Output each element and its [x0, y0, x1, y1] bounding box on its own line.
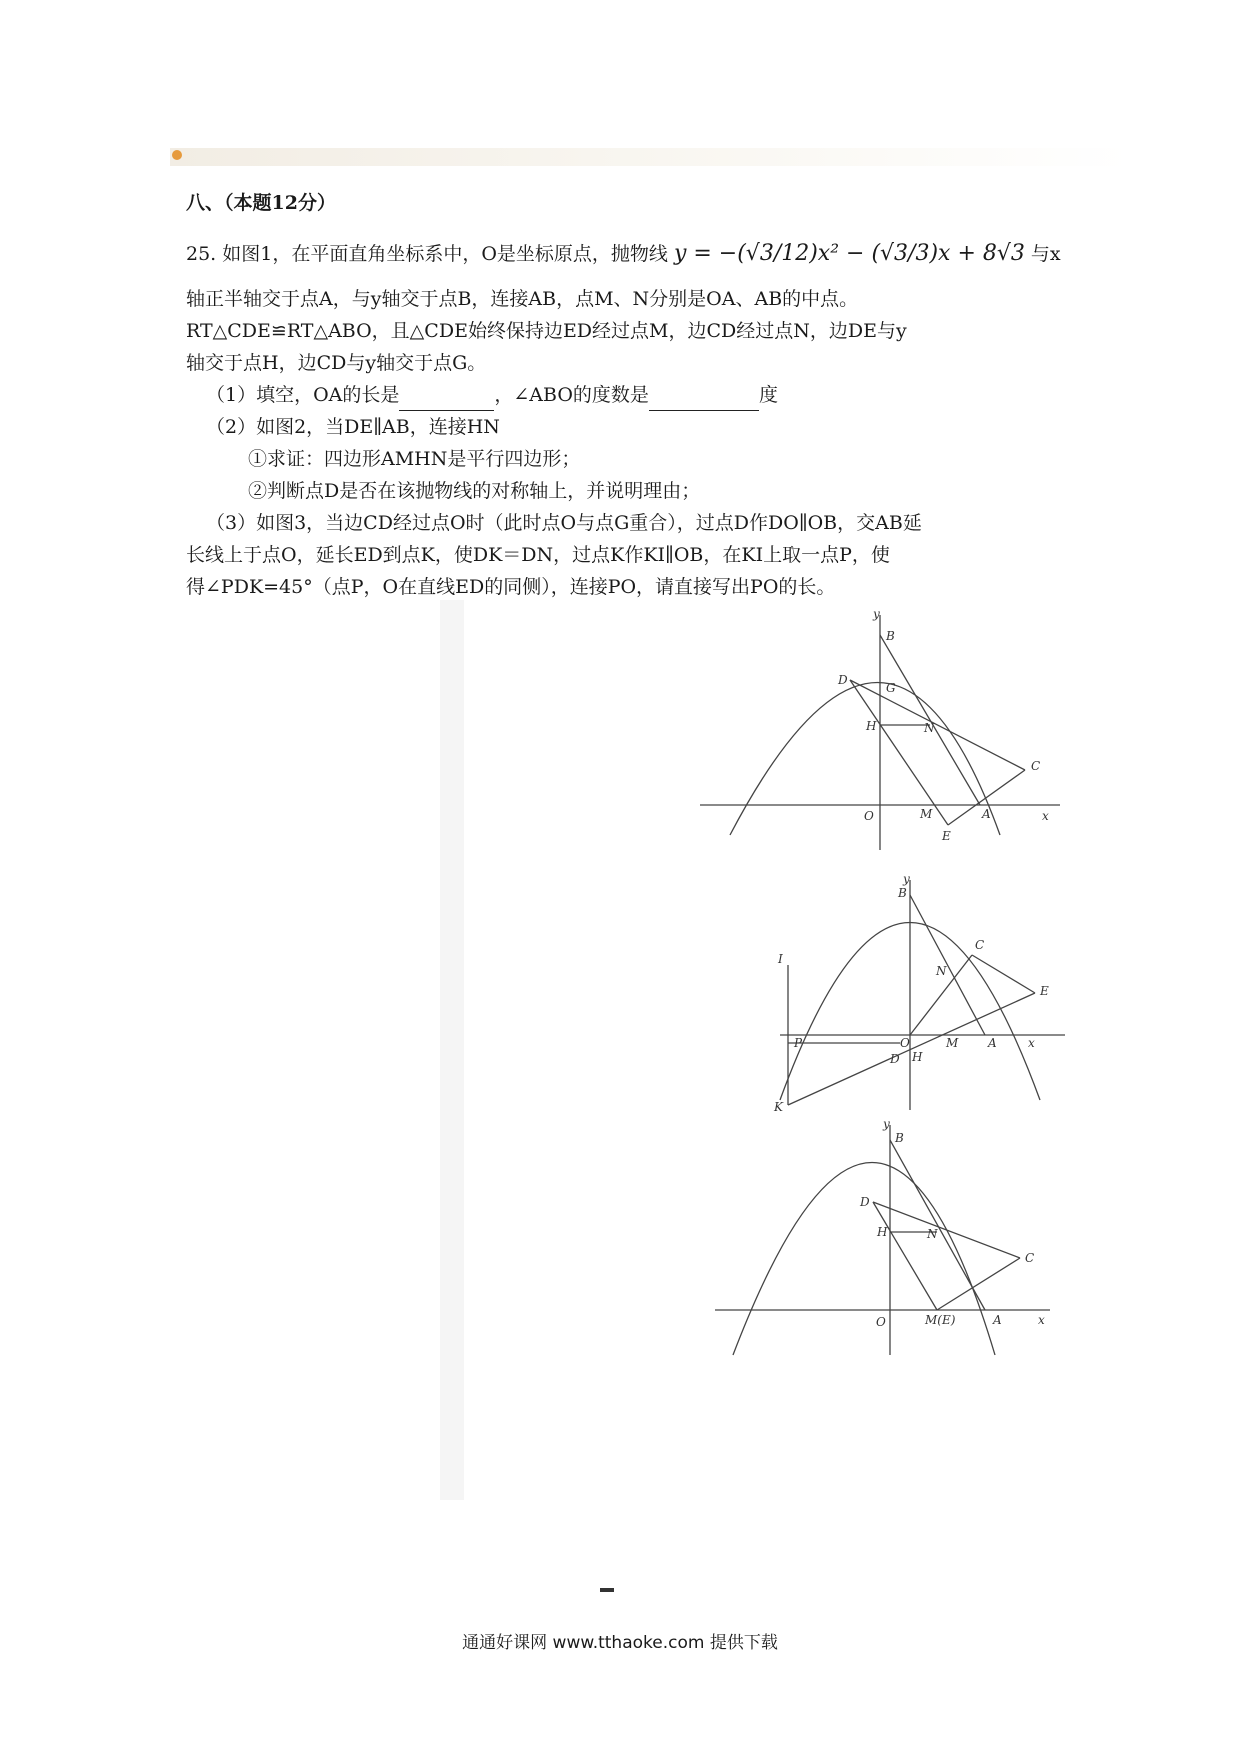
- answer-blank-angle[interactable]: [649, 390, 759, 411]
- label-k: K: [774, 1100, 783, 1114]
- segment-ab: [890, 1140, 985, 1310]
- label-h: H: [866, 719, 877, 733]
- segment-dc: [873, 1202, 1020, 1258]
- figure-2: [760, 875, 1080, 1119]
- segment-ab: [880, 635, 980, 805]
- segment-de: [873, 1202, 937, 1310]
- label-b: B: [886, 629, 895, 643]
- label-h: H: [912, 1050, 923, 1064]
- segment-ke: [788, 993, 1035, 1105]
- figure-3: [705, 1120, 1065, 1364]
- label-n: N: [936, 964, 947, 978]
- label-n: N: [927, 1227, 938, 1241]
- label-o: O: [900, 1036, 910, 1050]
- parabola-formula: y = −(√3/12)x² − (√3/3)x + 8√3: [673, 241, 1025, 266]
- label-g: G: [886, 681, 896, 695]
- label-h: H: [877, 1225, 888, 1239]
- question-2-2: ②判断点D是否在该抛物线的对称轴上，并说明理由；: [248, 480, 701, 502]
- label-d: D: [838, 673, 848, 687]
- problem-line-1: [186, 225, 1066, 283]
- figure-3-svg: [705, 1120, 1065, 1360]
- label-d: D: [890, 1052, 900, 1066]
- figure-1: [690, 610, 1070, 864]
- top-strip: [170, 148, 1130, 166]
- label-c: C: [975, 938, 985, 952]
- question-1: [186, 379, 1066, 411]
- label-o: O: [876, 1315, 886, 1329]
- label-n: N: [924, 721, 935, 735]
- question-3-line-1: （3）如图3，当边CD经过点O时（此时点O与点G重合），过点D作DO∥OB，交AB延: [206, 512, 922, 534]
- figure-1-svg: [690, 610, 1070, 860]
- label-x: x: [1038, 1313, 1045, 1327]
- figure-2-svg: [760, 875, 1080, 1115]
- intro-tail: 与x: [1030, 243, 1061, 265]
- label-m: M: [946, 1036, 959, 1050]
- label-a: A: [993, 1313, 1002, 1327]
- label-m: M: [920, 807, 933, 821]
- segment-de: [850, 680, 948, 825]
- question-3-line-3: 得∠PDK=45°（点P，O在直线ED的同侧），连接PO，请直接写出PO的长。: [186, 576, 836, 598]
- segment-ce: [972, 955, 1035, 993]
- page-mark: [600, 1588, 614, 1592]
- segment-ec: [937, 1258, 1020, 1310]
- label-o: O: [864, 809, 874, 823]
- question-2-1: ①求证：四边形AMHN是平行四边形；: [248, 448, 581, 470]
- label-x: x: [1042, 809, 1049, 823]
- q1-part-a: （1）填空，OA的长是: [206, 384, 400, 406]
- corner-mark: [172, 150, 182, 160]
- q1-part-b: ，∠ABO的度数是: [494, 384, 649, 406]
- problem-line-3: RT△CDE≌RT△ABO，且△CDE始终保持边ED经过点M，边CD经过点N，边DE与y: [186, 320, 907, 342]
- label-e: E: [942, 829, 951, 843]
- problem-text: [186, 225, 1066, 603]
- label-a: A: [988, 1036, 997, 1050]
- label-e: E: [1040, 984, 1049, 998]
- label-c: C: [1025, 1251, 1035, 1265]
- label-y: y: [903, 875, 910, 886]
- scan-shadow: [440, 600, 464, 1500]
- question-3-line-2: 长线上于点O，延长ED到点K，使DK＝DN，过点K作KI∥OB，在KI上取一点P，使: [186, 544, 890, 566]
- question-2: （2）如图2，当DE∥AB，连接HN: [206, 416, 500, 438]
- label-c: C: [1031, 759, 1041, 773]
- label-y: y: [873, 610, 880, 621]
- label-b: B: [898, 886, 907, 900]
- problem-line-4: 轴交于点H，边CD与y轴交于点G。: [186, 352, 487, 374]
- footer-credit: 通通好课网 www.tthaoke.com 提供下载: [462, 1633, 778, 1653]
- label-a: A: [982, 807, 991, 821]
- label-y: y: [883, 1120, 890, 1131]
- q1-part-c: 度: [758, 384, 778, 406]
- label-b: B: [895, 1131, 904, 1145]
- label-x: x: [1028, 1036, 1035, 1050]
- label-d: D: [860, 1195, 870, 1209]
- intro-text: 25. 如图1，在平面直角坐标系中，O是坐标原点，抛物线: [186, 243, 668, 265]
- problem-line-2: 轴正半轴交于点A，与y轴交于点B，连接AB，点M、N分别是OA、AB的中点。: [186, 288, 859, 310]
- label-i: I: [778, 952, 783, 966]
- answer-blank-oa[interactable]: [399, 390, 494, 411]
- section-title: 八、（本题12分）: [186, 192, 336, 214]
- label-m-e: M(E): [925, 1313, 956, 1327]
- label-p: P: [794, 1036, 803, 1050]
